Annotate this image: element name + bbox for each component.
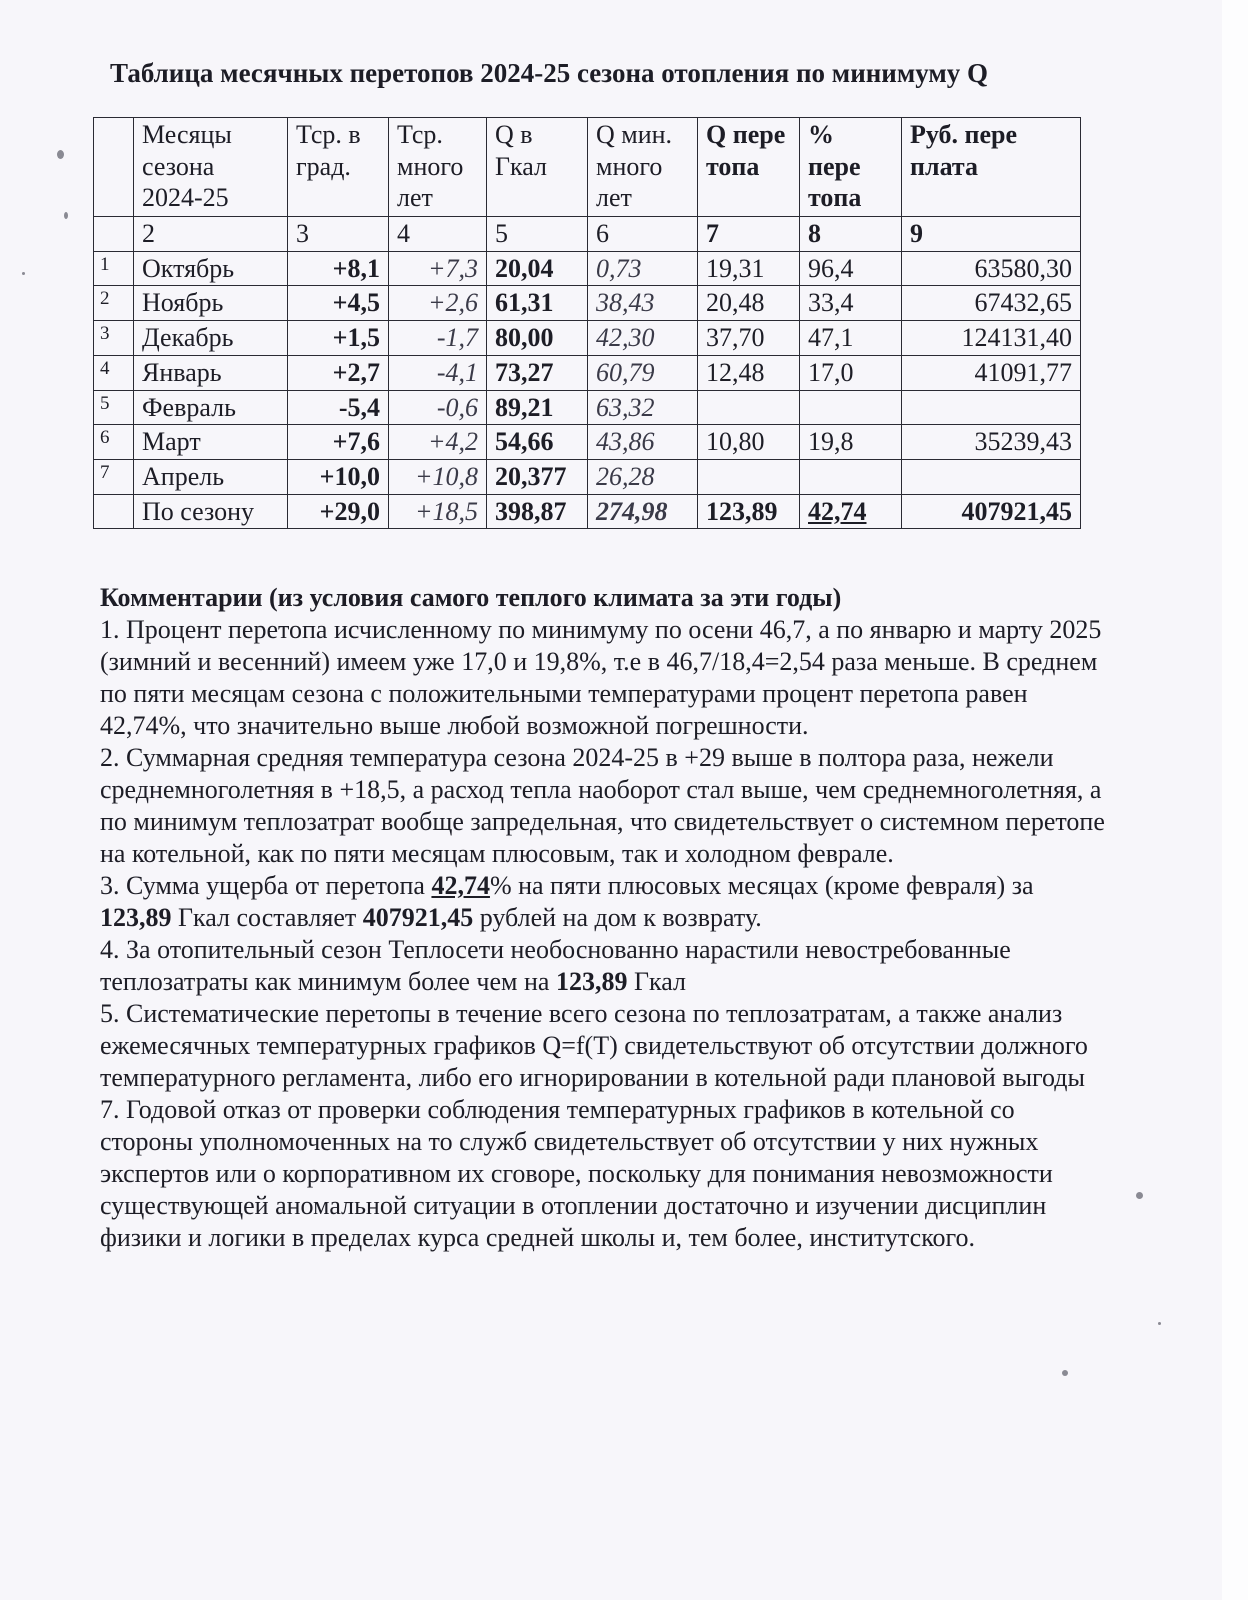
temp-longterm-cell: +10,8 — [389, 460, 487, 495]
column-number: 4 — [389, 217, 487, 252]
month-cell: Апрель — [134, 460, 288, 495]
document-title: Таблица месячных перетопов 2024-25 сезона отопления по минимуму Q — [110, 58, 989, 88]
temp-cell: +2,7 — [288, 355, 389, 390]
row-index — [94, 494, 134, 529]
table-row — [94, 425, 1081, 460]
temp-cell: +29,0 — [288, 494, 389, 529]
rub-overpay-cell: 407921,45 — [902, 494, 1081, 529]
pct-overheat-value: 42,74 — [808, 496, 867, 526]
month-cell: По сезону — [134, 494, 288, 529]
q-overheat-cell: 20,48 — [698, 286, 800, 321]
table-row — [94, 390, 1081, 425]
header-cell: % пере топа — [800, 118, 902, 217]
column-number: 3 — [288, 217, 389, 252]
scan-speck — [64, 212, 68, 219]
q-overheat-cell: 123,89 — [698, 494, 800, 529]
comment-4 — [100, 934, 1110, 998]
comments-section — [100, 582, 1110, 1254]
header-cell — [94, 118, 134, 217]
rub-overpay-cell — [902, 390, 1081, 425]
rub-overpay-cell: 67432,65 — [902, 286, 1081, 321]
table-row — [94, 286, 1081, 321]
q-min-cell: 26,28 — [588, 460, 698, 495]
comment-3-text: рублей на дом к возврату. — [473, 903, 762, 932]
scan-speck — [1158, 1322, 1161, 1325]
pct-overheat-cell: 96,4 — [800, 251, 902, 286]
temp-longterm-cell: +2,6 — [389, 286, 487, 321]
table-row — [94, 460, 1081, 495]
q-cell: 89,21 — [487, 390, 588, 425]
scan-speck — [57, 150, 64, 159]
temp-cell: -5,4 — [288, 390, 389, 425]
q-overheat-cell: 19,31 — [698, 251, 800, 286]
q-min-cell: 274,98 — [588, 494, 698, 529]
header-cell: Q пере топа — [698, 118, 800, 217]
temp-longterm-cell: +7,3 — [389, 251, 487, 286]
row-index: 4 — [94, 355, 134, 390]
temp-cell: +10,0 — [288, 460, 389, 495]
comment-3-rubles: 407921,45 — [362, 903, 474, 932]
month-cell: Март — [134, 425, 288, 460]
q-overheat-cell: 37,70 — [698, 321, 800, 356]
temp-cell: +1,5 — [288, 321, 389, 356]
row-index: 5 — [94, 390, 134, 425]
comment-3-percent: 42,74 — [431, 871, 490, 900]
comments-heading: Комментарии (из условия самого теплого климата за эти годы) — [100, 583, 842, 612]
temp-longterm-cell: -4,1 — [389, 355, 487, 390]
month-cell: Декабрь — [134, 321, 288, 356]
pct-overheat-cell — [800, 494, 902, 529]
q-overheat-cell: 12,48 — [698, 355, 800, 390]
temp-longterm-cell: +18,5 — [389, 494, 487, 529]
q-cell: 80,00 — [487, 321, 588, 356]
pct-overheat-cell: 17,0 — [800, 355, 902, 390]
header-cell: Тср. много лет — [389, 118, 487, 217]
pct-overheat-cell: 47,1 — [800, 321, 902, 356]
header-cell: Q в Гкал — [487, 118, 588, 217]
q-cell: 61,31 — [487, 286, 588, 321]
rub-overpay-cell: 63580,30 — [902, 251, 1081, 286]
page-edge — [1222, 0, 1248, 1600]
q-min-cell: 38,43 — [588, 286, 698, 321]
comment-7: 7. Годовой отказ от проверки соблюдения температурных графиков в котельной со стороны уполномоченных на то служб свидетельствует об отсутствии у них нужных экспертов или о корпоративном их сговоре, поскольку для понимания невозможности существующей аномальной ситуации в отоплении достаточно и изучении дисциплин физики и логики в пределах курса средней школы и, тем более, институтского. — [100, 1095, 1053, 1252]
q-min-cell: 63,32 — [588, 390, 698, 425]
temp-longterm-cell: -0,6 — [389, 390, 487, 425]
table-row — [94, 355, 1081, 390]
table-total-row — [94, 494, 1081, 529]
comment-1: 1. Процент перетопа исчисленному по минимуму по осени 46,7, а по январю и марту 2025 (зимний и весенний) имеем уже 17,0 и 19,8%, т.е в 46,7/18,4=2,54 раза меньше. В среднем по пяти месяцам сезона с положительными температурами процент перетопа равен 42,74%, что значительно выше любой возможной погрешности. — [100, 615, 1102, 740]
temp-longterm-cell: +4,2 — [389, 425, 487, 460]
header-cell: Тср. в град. — [288, 118, 389, 217]
temp-cell: +7,6 — [288, 425, 389, 460]
q-min-cell: 43,86 — [588, 425, 698, 460]
q-min-cell: 42,30 — [588, 321, 698, 356]
q-cell: 54,66 — [487, 425, 588, 460]
column-number: 6 — [588, 217, 698, 252]
temp-cell: +4,5 — [288, 286, 389, 321]
pct-overheat-cell — [800, 390, 902, 425]
column-number-row — [94, 217, 1081, 252]
temp-cell: +8,1 — [288, 251, 389, 286]
header-cell: Месяцы сезона 2024-25 — [134, 118, 288, 217]
scan-speck — [1136, 1192, 1143, 1199]
rub-overpay-cell: 124131,40 — [902, 321, 1081, 356]
column-number: 9 — [902, 217, 1081, 252]
month-cell: Февраль — [134, 390, 288, 425]
temp-longterm-cell: -1,7 — [389, 321, 487, 356]
comment-2: 2. Суммарная средняя температура сезона 2024-25 в +29 выше в полтора раза, нежели среднемноголетняя в +18,5, а расход тепла наоборот стал выше, чем среднемноголетняя, а по минимум теплозатрат вообще запредельная, что свидетельствует о системном перетопе на котельной, как по пяти месяцам плюсовым, так и холодном феврале. — [100, 743, 1105, 868]
pct-overheat-cell — [800, 460, 902, 495]
month-cell: Январь — [134, 355, 288, 390]
column-number: 8 — [800, 217, 902, 252]
table-row — [94, 251, 1081, 286]
row-index: 1 — [94, 251, 134, 286]
q-overheat-cell: 10,80 — [698, 425, 800, 460]
rub-overpay-cell: 41091,77 — [902, 355, 1081, 390]
row-index: 3 — [94, 321, 134, 356]
q-cell: 398,87 — [487, 494, 588, 529]
row-index: 2 — [94, 286, 134, 321]
comment-3 — [100, 870, 1110, 934]
comment-3-gcal: 123,89 — [100, 903, 172, 932]
q-min-cell: 0,73 — [588, 251, 698, 286]
q-cell: 20,04 — [487, 251, 588, 286]
row-index: 6 — [94, 425, 134, 460]
comment-3-text: 3. Сумма ущерба от перетопа — [100, 871, 432, 900]
q-overheat-cell — [698, 460, 800, 495]
table-row — [94, 321, 1081, 356]
month-cell: Октябрь — [134, 251, 288, 286]
pct-overheat-cell: 33,4 — [800, 286, 902, 321]
pct-overheat-cell: 19,8 — [800, 425, 902, 460]
rub-overpay-cell: 35239,43 — [902, 425, 1081, 460]
comment-5: 5. Систематические перетопы в течение всего сезона по теплозатратам, а также анализ ежемесячных температурных графиков Q=f(T) свидетельствуют об отсутствии должного температурного регламента, либо его игнорировании в котельной ради плановой выгоды — [100, 999, 1088, 1092]
comment-3-text: % на пяти плюсовых месяцах (кроме февраля) за — [489, 871, 1034, 900]
column-number: 5 — [487, 217, 588, 252]
q-overheat-cell — [698, 390, 800, 425]
rub-overpay-cell — [902, 460, 1081, 495]
q-cell: 20,377 — [487, 460, 588, 495]
scan-speck — [1062, 1370, 1068, 1376]
q-min-cell: 60,79 — [588, 355, 698, 390]
q-cell: 73,27 — [487, 355, 588, 390]
comment-4-text: 4. За отопительный сезон Теплосети необоснованно нарастили невостребованные теплозатраты как минимум более чем на — [100, 935, 1011, 996]
header-cell: Руб. пере плата — [902, 118, 1081, 217]
column-number: 7 — [698, 217, 800, 252]
comment-4-text: Гкал — [627, 967, 686, 996]
header-cell: Q мин. много лет — [588, 118, 698, 217]
column-number: 2 — [134, 217, 288, 252]
comment-3-text: Гкал составляет — [171, 903, 363, 932]
row-index: 7 — [94, 460, 134, 495]
scan-speck — [22, 272, 25, 275]
table-header-row — [94, 118, 1081, 217]
comment-4-gcal: 123,89 — [555, 967, 628, 996]
month-cell: Ноябрь — [134, 286, 288, 321]
overheating-table — [93, 117, 1081, 529]
column-number — [94, 217, 134, 252]
